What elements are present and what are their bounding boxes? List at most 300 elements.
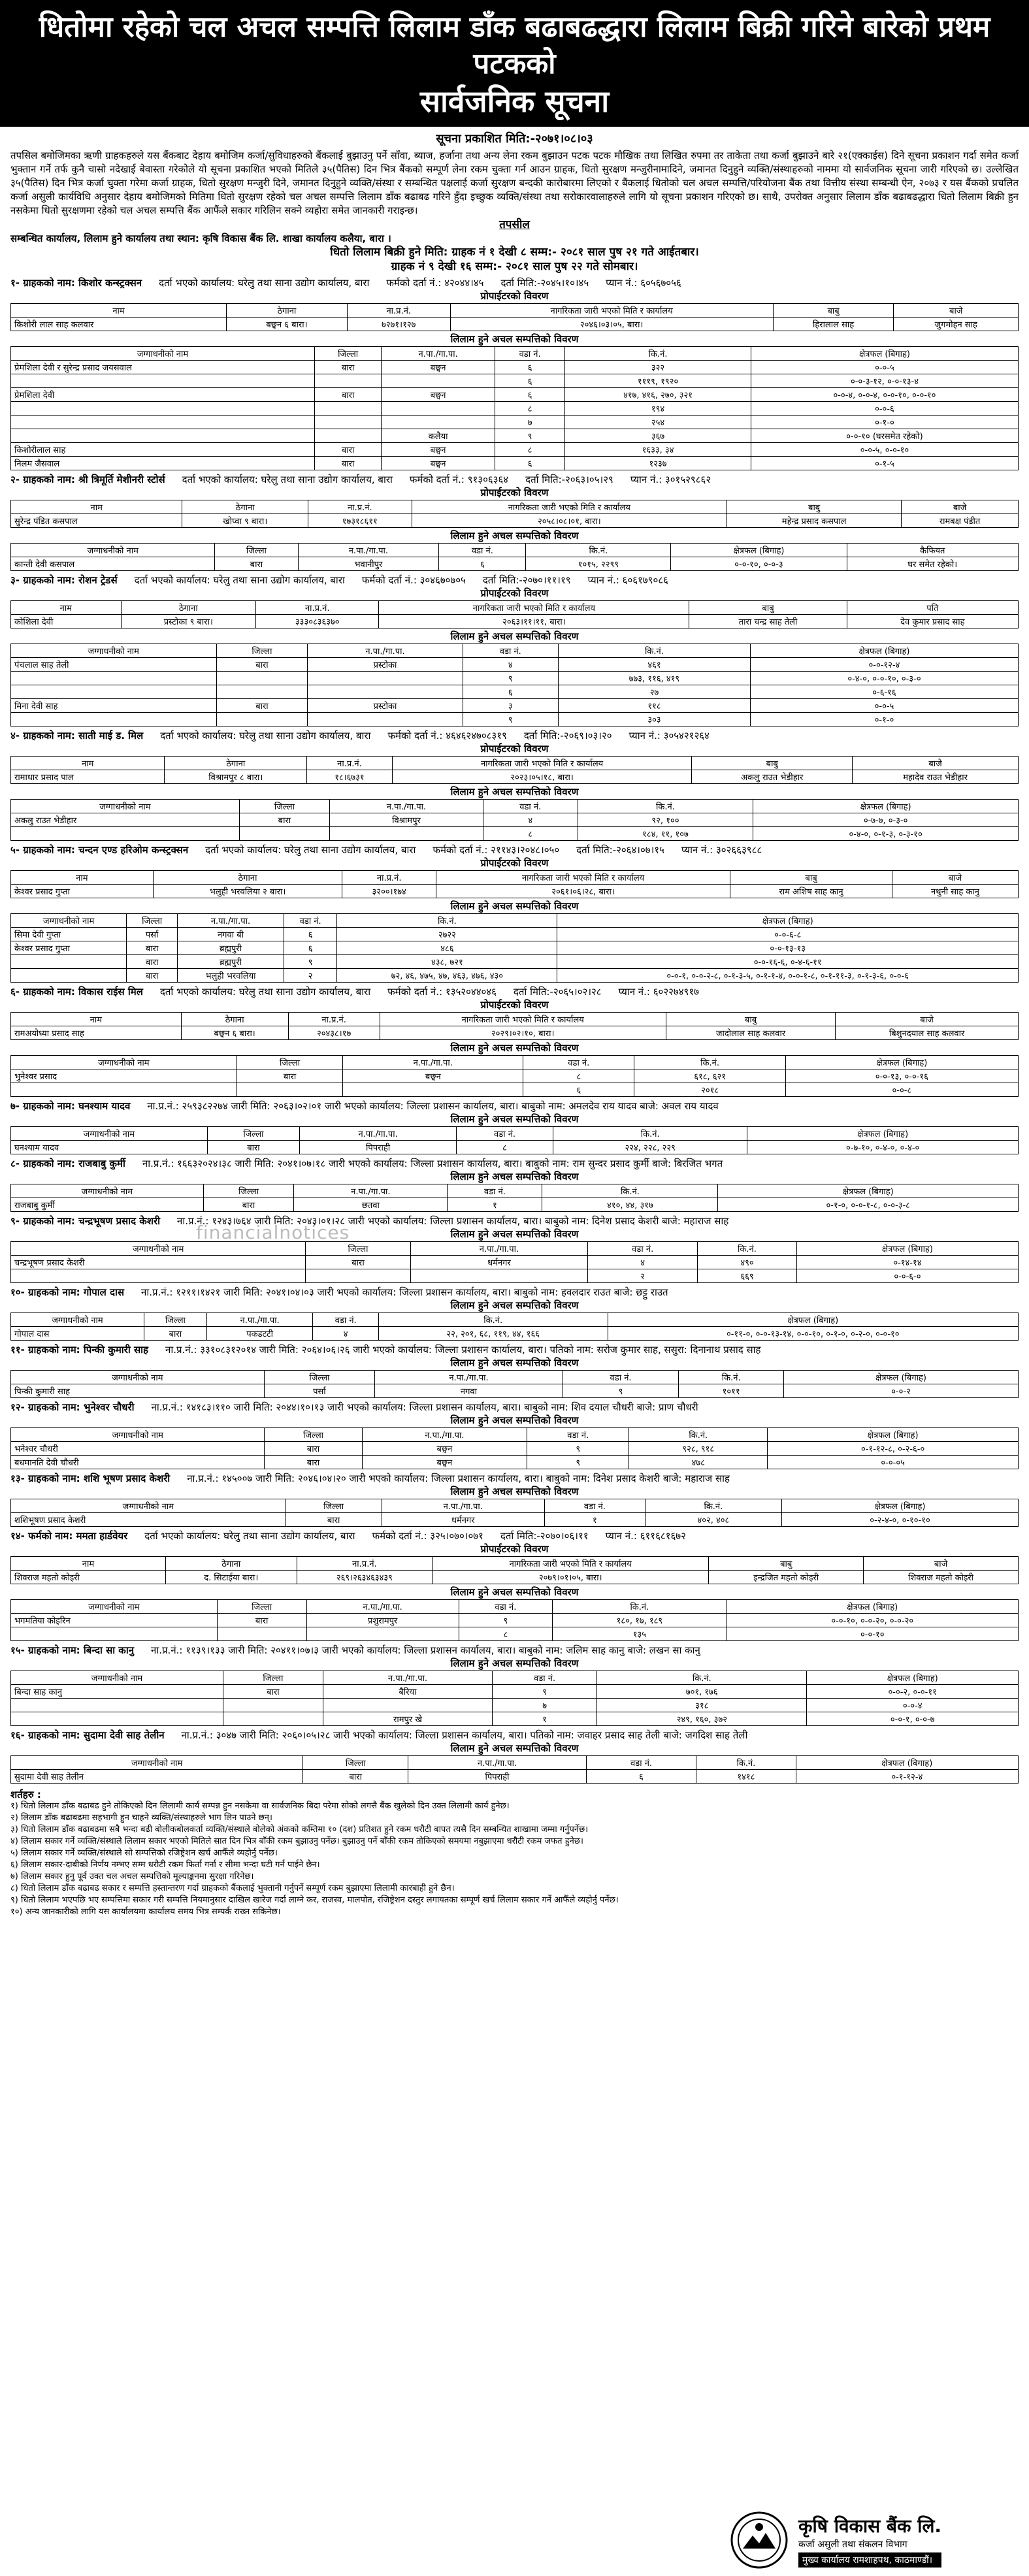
borrower-line bbox=[10, 1286, 1019, 1299]
table-cell: ३६७ bbox=[565, 429, 751, 443]
column-header: न.पा./गा.पा. bbox=[308, 644, 463, 658]
table-header-row bbox=[11, 544, 1019, 557]
borrower-block bbox=[10, 1644, 1019, 1726]
table-cell: बारा bbox=[144, 1327, 206, 1341]
proprietor-caption: प्रोपाईटरको विवरण bbox=[480, 587, 549, 599]
column-header: बाजे bbox=[864, 1557, 1019, 1571]
table-cell: ०-०-६ bbox=[751, 402, 1018, 416]
property-caption: लिलाम हुने अचल सम्पत्तिको विवरण bbox=[450, 333, 579, 345]
borrower-line bbox=[10, 1529, 1019, 1542]
table-cell: १ bbox=[448, 1198, 542, 1212]
table-cell: ७७३, ११६, ४१९ bbox=[559, 672, 751, 685]
borrower-name: १५- ग्राहकको नाम: बिन्दा सा कानु bbox=[10, 1644, 135, 1656]
bank-logo-icon bbox=[730, 2511, 789, 2569]
table-cell: ०-६-१६ bbox=[750, 685, 1018, 699]
column-header: वडा नं. bbox=[586, 1756, 696, 1770]
column-header: जग्गाधनीको नाम bbox=[11, 1499, 286, 1513]
column-header: न.पा./गा.पा. bbox=[410, 1242, 588, 1256]
table-cell: ०-०-१०, ०-०-३ bbox=[671, 557, 847, 571]
term-item: ९) धितो लिलाम भएपछि भए सम्पत्तिमा सकार गरी सम्पत्ति नियमानुसार दाखिल खारेज गर्दा लाग्ने कर, राजस्व, मालपोत, रजिष्ट्रेशन दस्तुर लगायतका सम्पूर्ण खर्च लिलाम सकार गर्ने आफैँले व्यहोर्नु पर्नेछ। bbox=[10, 1895, 619, 1905]
borrower-detail: दर्ता भएको कार्यालय: घरेलु तथा साना उद्योग कार्यालय, बारा bbox=[160, 730, 371, 742]
proprietor-caption: प्रोपाईटरको विवरण bbox=[480, 290, 549, 302]
table-cell: सुदामा देवी साह तेलीन bbox=[11, 1770, 303, 1784]
table-cell: ८ bbox=[523, 1069, 634, 1083]
table-cell: किशोरी लाल साह कलवार bbox=[11, 318, 227, 331]
table-cell: जुगमोहन साह bbox=[894, 318, 1019, 331]
table-cell: ९ bbox=[495, 429, 564, 443]
intro-paragraph: तपसिल बमोजिमका ऋणी ग्राहकहरुले यस बैंकबाट देहाय बमोजिम कर्जा/सुविधाहरुको बैंकलाई बुझाउनु पर्ने साँवा, ब्याज, हर्जाना तथा अन्य लेना रकम बुझाउन पटक पटक मौखिक तथा लिखित रुपमा तर ताकेता तथा कर्जा बुझाउने बारे २१(एक्काईस) दिने सूचना प्रकाशन गर्दा समेत कर्जा भुक्तान गर्ने तर्फ कुनै चासो नदेखाई बेवास्ता गरेकोले यो सूचना प्रकाशित भएको मितिले ३५(पैतिस) दिन भित्र बैंकको सम्पूर्ण लेना रकम चुक्ता गर्न आउन ग्राहक, धितो सुरक्षण मन्जुरीनामादिने, जमानत दिनुहुने व्यक्ति/संस्थाहरुको नाममा यो सार्वजनिक सूचना जारी गरिएको छ। उल्लेखित ३५(पैतिस) दिन भित्र कर्जा चुक्ता गरेमा कर्जा ग्राहक, धितो सुरक्षण मन्जुरी दिने, जमानत दिनुहुने व्यक्ति/संस्था र सम्बन्धित पक्षलाई कर्जा सुरक्षण बन्दकी कारोबारमा लिएको र बैंकलाई धितोको चल अचल सम्पत्ति/परियोजना बैंक तथा वित्तीय संस्था सम्बन्धी ऐन, २०७३ र यस बैंकको प्रचलित कर्जा असुली कार्यविधि अनुसार देहाय बमोजिमको मितिमा धितो सुरक्षण रहेको चल अचल सम्पत्ति लिलाम डाँक बढाबढ गरिने हुँदा इच्छुक व्यक्ति/संस्था तथा सरोकारवालाहरुले लागि यो सूचना प्रकाशन गरिएको छ। साथै, उपरोक्त अनुसार लिलाम डाँक बढाबढद्धारा धितो लिलाम बिक्री हुन नसकेमा धितो सुरक्षणमा रहेको चल अचल सम्पत्ति बैंक आफैंले सकार गरिलिन सक्ने व्यहोरा समेत जानकारी गराइन्छ। bbox=[10, 150, 1019, 216]
property-table bbox=[10, 1312, 1019, 1341]
table-cell: १८।६७३१ bbox=[307, 770, 393, 784]
table-cell: २०१८ bbox=[634, 1083, 785, 1097]
table-cell bbox=[330, 827, 483, 841]
table-cell: बछ्वन bbox=[382, 443, 495, 457]
table-cell: ६६९ bbox=[698, 1269, 797, 1283]
table-cell: बारा bbox=[216, 699, 308, 713]
property-caption: लिलाम हुने अचल सम्पत्तिको विवरण bbox=[450, 1299, 579, 1311]
proprietor-table bbox=[10, 600, 1019, 628]
table-cell: ३ bbox=[463, 699, 558, 713]
table-cell: ४९० bbox=[698, 1256, 797, 1269]
column-header: ठेगाना bbox=[121, 601, 255, 615]
table-cell: द. सिटाईया बारा। bbox=[165, 1571, 297, 1584]
table-cell bbox=[343, 1083, 523, 1097]
column-header: कि.नं. bbox=[698, 1242, 797, 1256]
property-table bbox=[10, 1370, 1019, 1398]
table-row bbox=[11, 928, 1019, 941]
table-cell: ०-७-७, ०-३-० bbox=[753, 813, 1019, 827]
borrower-detail: दर्ता भएको कार्यालय: घरेलु तथा साना उद्योग कार्यालय, बारा bbox=[205, 844, 416, 856]
table-header-row bbox=[11, 1184, 1019, 1198]
column-header: बाजे bbox=[892, 871, 1018, 885]
column-header: नागरिकता जारी भएको मिति र कार्यालय bbox=[450, 304, 773, 318]
table-cell: ६ bbox=[495, 388, 564, 402]
table-cell: बारा bbox=[203, 1198, 294, 1212]
column-header: जग्गाधनीको नाम bbox=[11, 1756, 303, 1770]
column-header: ना.प्र.नं. bbox=[342, 871, 436, 885]
table-row bbox=[11, 514, 1019, 528]
borrower-name: ६- ग्राहकको नाम: विकास राईस मिल bbox=[10, 986, 143, 998]
table-cell: बछ्वन bbox=[362, 1456, 527, 1469]
borrower-line bbox=[10, 1157, 1019, 1170]
table-header-row bbox=[11, 1557, 1019, 1571]
column-header: न.पा./गा.पा. bbox=[298, 544, 439, 557]
table-cell: विश्रामपुर ८ बारा। bbox=[165, 770, 307, 784]
proprietor-table bbox=[10, 1012, 1019, 1040]
column-header: वडा नं. bbox=[457, 1127, 553, 1141]
table-cell bbox=[11, 416, 315, 429]
table-cell: ०-१-१२-८, ०-२-६-० bbox=[768, 1442, 1019, 1456]
column-header: जग्गाधनीको नाम bbox=[11, 1600, 218, 1614]
borrower-detail: दर्ता भएको कार्यालय: घरेलु तथा साना उद्योग कार्यालय, बारा bbox=[182, 474, 393, 485]
column-header: कि.नं. bbox=[378, 1313, 608, 1327]
borrower-line bbox=[10, 985, 1019, 998]
table-cell bbox=[216, 713, 308, 726]
notice-subtitle: सार्वजनिक सूचना bbox=[419, 84, 610, 119]
borrower-line bbox=[10, 1100, 1019, 1113]
table-row bbox=[11, 388, 1019, 402]
auction-date-1: धितो लिलाम बिक्री हुने मिति: ग्राहक नं १ देखी ८ सम्म:- २०८१ साल पुष २१ गते आईतबार। bbox=[330, 246, 699, 259]
borrower-line bbox=[10, 843, 1019, 856]
table-cell: ६१८, ६२१ bbox=[634, 1069, 785, 1083]
column-header: ना.प्र.नं. bbox=[307, 757, 393, 770]
column-header: जिल्ला bbox=[215, 544, 298, 557]
column-header: जिल्ला bbox=[216, 644, 308, 658]
table-cell: ४३८, ७२१ bbox=[337, 955, 557, 969]
table-header-row bbox=[11, 1013, 1019, 1026]
column-header: कि.नं. bbox=[645, 1499, 781, 1513]
column-header: कि.नं. bbox=[679, 1371, 784, 1384]
column-header: क्षेत्रफल (बिगाह) bbox=[557, 914, 1019, 928]
table-cell: ६ bbox=[463, 685, 558, 699]
property-table bbox=[10, 913, 1019, 983]
table-cell: ४७८ bbox=[629, 1456, 768, 1469]
property-table bbox=[10, 1499, 1019, 1527]
table-cell: ब्रह्मपुरी bbox=[178, 955, 284, 969]
bank-name: कृषि विकास बैंक लि. bbox=[798, 2515, 942, 2537]
table-cell: ३१८ bbox=[597, 1699, 807, 1712]
term-item: १०) अन्य जानकारीको लागि यस कार्यालयमा कार्यालय समय भित्र सम्पर्क राख्न सकिनेछ। bbox=[10, 1907, 281, 1917]
column-header: जग्गाधनीको नाम bbox=[11, 1313, 144, 1327]
property-table bbox=[10, 1241, 1019, 1283]
borrower-block bbox=[10, 1729, 1019, 1784]
table-row bbox=[11, 658, 1019, 672]
property-caption: लिलाम हुने अचल सम्पत्तिको विवरण bbox=[450, 1042, 579, 1054]
table-cell: ८ bbox=[495, 402, 564, 416]
column-header: जग्गाधनीको नाम bbox=[11, 1184, 204, 1198]
table-row bbox=[11, 1256, 1019, 1269]
column-header: जग्गाधनीको नाम bbox=[11, 1056, 237, 1069]
column-header: जिल्ला bbox=[237, 1056, 343, 1069]
table-cell: ४ bbox=[483, 813, 578, 827]
table-cell: बधमानति देवी चौधरी bbox=[11, 1456, 265, 1469]
property-table bbox=[10, 1055, 1019, 1097]
notice-title: धितोमा रहेको चल अचल सम्पत्ति लिलाम डाँक बढाबढद्धारा लिलाम बिक्री गरिने बारेको प्रथम पटकको bbox=[39, 10, 990, 80]
table-cell: ब्रह्मपुरी bbox=[178, 941, 284, 955]
table-cell: बारा bbox=[127, 955, 178, 969]
property-caption: लिलाम हुने अचल सम्पत्तिको विवरण bbox=[450, 630, 579, 642]
table-cell: ९२८, ९१८ bbox=[629, 1442, 768, 1456]
column-header: कि.नं. bbox=[578, 800, 753, 813]
table-cell bbox=[410, 1269, 588, 1283]
table-row bbox=[11, 318, 1019, 331]
column-header: जग्गाधनीको नाम bbox=[11, 1127, 208, 1141]
table-cell bbox=[308, 685, 463, 699]
property-caption: लिलाम हुने अचल सम्पत्तिको विवरण bbox=[450, 786, 579, 798]
column-header: नाम bbox=[11, 304, 227, 318]
table-cell: पर्सा bbox=[264, 1384, 375, 1398]
bank-department: कर्जा असुली तथा संकलन विभाग bbox=[798, 2539, 907, 2550]
column-header: नागरिकता जारी भएको मिति र कार्यालय bbox=[412, 500, 727, 514]
term-item: ३) धितो लिलाम डाँक बढाबढमा सबै भन्दा बढी बोलीकबोलकर्ता व्यक्ति/संस्थाले बोलेको अंकको कम्तिमा १० (दश) प्रतिशत हुने रकम धरौटी बापत त्यसै दिन सम्बन्धित शाखामा जम्मा गर्नुपर्नेछ। bbox=[10, 1825, 589, 1834]
column-header: क्षेत्रफल (बिगाह) bbox=[768, 1428, 1019, 1442]
table-cell bbox=[11, 969, 127, 983]
table-cell: ०-४-०, ०-०-१०, ०-३-० bbox=[750, 672, 1018, 685]
column-header: न.पा./गा.पा. bbox=[382, 347, 495, 361]
borrower-detail: दर्ता भएको कार्यालय: घरेलु तथा साना उद्योग कार्यालय, बारा bbox=[159, 277, 370, 289]
column-header: वडा नं. bbox=[523, 1056, 634, 1069]
column-header: वडा नं. bbox=[483, 800, 578, 813]
table-row bbox=[11, 429, 1019, 443]
pan-number: प्यान नं.: ६०६१७९०८६ bbox=[587, 574, 668, 586]
table-cell: ४०२, ४०८ bbox=[645, 1513, 781, 1527]
table-cell: भलुही भरवलिया २ बारा। bbox=[153, 885, 342, 898]
table-cell: १७३१८६११ bbox=[308, 514, 412, 528]
column-header: जिल्ला bbox=[314, 347, 381, 361]
table-header-row bbox=[11, 1428, 1019, 1442]
column-header: नागरिकता जारी भएको मिति र कार्यालय bbox=[380, 1013, 666, 1026]
pan-number: प्यान नं.: ६११६८१६७२ bbox=[605, 1530, 686, 1542]
property-caption: लिलाम हुने अचल सम्पत्तिको विवरण bbox=[450, 1742, 579, 1754]
table-cell bbox=[11, 827, 240, 841]
column-header: क्षेत्रफल (बिगाह) bbox=[796, 1242, 1018, 1256]
column-header: कि.नं. bbox=[634, 1056, 785, 1069]
watermark: financialnotices bbox=[196, 1222, 350, 1243]
column-header: क्षेत्रफल (बिगाह) bbox=[753, 800, 1019, 813]
table-cell: ०-२-४-०, ०-१०-१० bbox=[781, 1513, 1018, 1527]
table-cell: बिन्दा साह कानु bbox=[11, 1685, 223, 1699]
table-cell: १०१५, २२९९ bbox=[526, 557, 671, 571]
table-cell: अकलु राउत भेडीहार bbox=[692, 770, 853, 784]
table-cell bbox=[237, 1083, 343, 1097]
borrower-block bbox=[10, 843, 1019, 983]
property-caption: लिलाम हुने अचल सम्पत्तिको विवरण bbox=[450, 1171, 579, 1182]
table-cell: भवानीपुर bbox=[298, 557, 439, 571]
table-row bbox=[11, 1327, 1019, 1341]
pan-number: प्यान नं.: ३०२६६३९८८ bbox=[681, 844, 762, 856]
column-header: कैफियत bbox=[847, 544, 1018, 557]
property-table bbox=[10, 644, 1019, 726]
table-cell: बारा bbox=[216, 658, 308, 672]
term-item: ८) धितो लिलाम डाँक बढाबढ सकार र सम्पत्ति हस्तान्तरण गर्दा ग्राहकको बैंकलाई भुक्तानी गर्नुपर्ने सम्पूर्ण रकम बुझाएमा लिलामी कारबाही हुने छैन। bbox=[10, 1883, 455, 1893]
borrower-block bbox=[10, 1286, 1019, 1341]
term-item: १) धितो लिलाम डाँक बढाबढ हुने तोकिएको दिन लिलामी कार्य सम्पन्न हुन नसकेमा वा सार्वजनिक बिदा परेमा सोको लगत्तै बैंक खुलेको दिन उक्त लिलामी कार्य हुनेछ। bbox=[10, 1801, 510, 1811]
registration-date: दर्ता मिति:-२०६९।०३।२० bbox=[523, 730, 612, 742]
terms-section bbox=[0, 1785, 1029, 1918]
auction-date-2: ग्राहक नं ९ देखी १६ सम्म:- २०८१ साल पुष २२ गते सोमबार। bbox=[391, 260, 638, 273]
borrower-name: ५- ग्राहकको नाम: चन्दन एण्ड हरिओम कन्स्ट्रक्सन bbox=[10, 844, 189, 856]
bank-block bbox=[798, 2513, 941, 2568]
proprietor-table bbox=[10, 870, 1019, 898]
table-cell: प्रस्टोका ९ बारा। bbox=[121, 615, 255, 628]
column-header: ना.प्र.नं. bbox=[256, 601, 379, 615]
firm-registration: फर्मको दर्ता नं.: ४२०४४।४५ bbox=[386, 277, 484, 289]
column-header: कि.नं. bbox=[629, 1428, 768, 1442]
table-cell bbox=[308, 713, 463, 726]
column-header: क्षेत्रफल (बिगाह) bbox=[747, 1127, 1019, 1141]
table-cell: बछ्वन bbox=[382, 361, 495, 374]
table-cell: ९ bbox=[527, 1442, 629, 1456]
table-cell bbox=[11, 1699, 223, 1712]
table-cell bbox=[323, 1699, 492, 1712]
property-caption: लिलाम हुने अचल सम्पत्तिको विवरण bbox=[450, 1586, 579, 1598]
firm-registration: फर्मको दर्ता नं.: ९१३०६३६४ bbox=[409, 474, 509, 485]
table-cell: २०६३।११।११, बारा। bbox=[379, 615, 689, 628]
borrower-name: ३- ग्राहकको नाम: रोशन ट्रेडर्स bbox=[10, 574, 118, 586]
table-row bbox=[11, 1141, 1019, 1154]
table-cell: ६ bbox=[495, 361, 564, 374]
table-cell: इन्द्रजित महतो कोइरी bbox=[709, 1571, 864, 1584]
proprietor-table bbox=[10, 303, 1019, 331]
proprietor-table bbox=[10, 500, 1019, 528]
table-header-row bbox=[11, 1127, 1019, 1141]
column-header: जिल्ला bbox=[207, 1127, 299, 1141]
table-cell: ६ bbox=[523, 1083, 634, 1097]
pan-number: प्यान नं.: ३०५४२१२६४ bbox=[629, 730, 710, 742]
table-cell: बारा bbox=[265, 1442, 362, 1456]
table-cell: ४ bbox=[588, 1256, 698, 1269]
borrower-block bbox=[10, 574, 1019, 726]
table-row bbox=[11, 1026, 1019, 1040]
table-cell: बारा bbox=[127, 969, 178, 983]
borrower-line bbox=[10, 1401, 1019, 1414]
borrower-detail: ना.प्र.नं.: १४५००७ जारी मिति: २०४६।०४।२० जारी भएको कार्यालय: जिल्ला प्रशासन कार्यालय, बारा। बाबुको नाम: दिनेश प्रसाद केशरी बाजे: महाराज साह bbox=[187, 1473, 730, 1484]
table-cell: अकलु राउत भेडीहार bbox=[11, 813, 240, 827]
table-cell bbox=[11, 1627, 218, 1641]
table-cell: भगमतिया कोइरिन bbox=[11, 1614, 218, 1627]
column-header: नागरिकता जारी भएको मिति र कार्यालय bbox=[436, 871, 730, 885]
table-cell: ०-१-० bbox=[750, 713, 1018, 726]
table-cell: २५४ bbox=[565, 416, 751, 429]
column-header: न.पा./गा.पा. bbox=[306, 1600, 459, 1614]
table-cell: ६ bbox=[586, 1770, 696, 1784]
column-header: कि.नं. bbox=[565, 347, 751, 361]
column-header: नागरिकता जारी भएको मिति र कार्यालय bbox=[433, 1557, 709, 1571]
column-header: नाम bbox=[11, 601, 122, 615]
borrower-detail: ना.प्र.नं.: ३०४७ जारी मिति: २०६०।०५।२८ जारी भएको कार्यालय: जिल्ला प्रशासन कार्यालय, बारा। पतिको नाम: जवाहर प्रसाद साह तेली बाजे: जगदिश साह तेली bbox=[181, 1729, 748, 1741]
column-header: न.पा./गा.पा. bbox=[206, 1313, 313, 1327]
registration-date: दर्ता मिति:-२०६३।०५।२९ bbox=[525, 474, 613, 485]
table-row bbox=[11, 1699, 1019, 1712]
table-cell: पिपराही bbox=[408, 1770, 587, 1784]
property-table bbox=[10, 1126, 1019, 1154]
borrower-block bbox=[10, 729, 1019, 841]
table-cell bbox=[11, 955, 127, 969]
table-cell bbox=[314, 429, 381, 443]
registration-date: दर्ता मिति:-२०४५।१०।४५ bbox=[500, 277, 589, 289]
property-caption: लिलाम हुने अचल सम्पत्तिको विवरण bbox=[450, 530, 579, 542]
proprietor-table bbox=[10, 1556, 1019, 1584]
table-row bbox=[11, 1513, 1019, 1527]
table-cell bbox=[314, 374, 381, 388]
table-cell: २०६१।०६।२८, बारा। bbox=[436, 885, 730, 898]
table-header-row bbox=[11, 347, 1019, 361]
column-header: जिल्ला bbox=[223, 1671, 323, 1685]
column-header: जिल्ला bbox=[264, 1371, 375, 1384]
table-cell: ३०३ bbox=[559, 713, 751, 726]
column-header: वडा नं. bbox=[448, 1184, 542, 1198]
column-header: क्षेत्रफल (बिगाह) bbox=[785, 1056, 1018, 1069]
column-header: बाजे bbox=[853, 757, 1019, 770]
table-cell bbox=[314, 402, 381, 416]
table-cell: ४८६ bbox=[337, 941, 557, 955]
table-cell: सुरेन्द्र पंडित कसपाल bbox=[11, 514, 182, 528]
table-cell: बारा bbox=[314, 388, 381, 402]
column-header: बाबु bbox=[773, 304, 894, 318]
table-row bbox=[11, 1198, 1019, 1212]
column-header: जिल्ला bbox=[303, 1756, 408, 1770]
column-header: न.पा./गा.पा. bbox=[300, 1127, 457, 1141]
table-cell: बछ्वन ६ बारा। bbox=[181, 1026, 288, 1040]
pan-number: प्यान नं.: ३०१५२९८६२ bbox=[630, 474, 711, 485]
proprietor-caption: प्रोपाईटरको विवरण bbox=[480, 1543, 549, 1555]
table-cell: नगवा bbox=[375, 1384, 563, 1398]
table-cell: ४१७, ४१६, २७०, ३२१ bbox=[565, 388, 751, 402]
table-cell: १८४, ११, १०७ bbox=[578, 827, 753, 841]
table-cell: बछ्वन bbox=[343, 1069, 523, 1083]
borrower-detail: ना.प्र.नं.: ११३९।१३३ जारी मिति: २०४११।०७।३ जारी भएको कार्यालय: जिल्ला प्रशासन कार्यालय, बारा। बाबुको नाम: जलिम साह कानु बाजे: लखन सा कानु bbox=[151, 1644, 700, 1656]
borrower-block bbox=[10, 1157, 1019, 1212]
table-cell: बछ्वन bbox=[382, 388, 495, 402]
table-cell: ७ bbox=[495, 416, 564, 429]
column-header: न.पा./गा.पा. bbox=[408, 1756, 587, 1770]
column-header: ठेगाना bbox=[153, 871, 342, 885]
table-row bbox=[11, 713, 1019, 726]
column-header: कि.नं. bbox=[542, 1184, 718, 1198]
table-cell: केश्वर प्रसाद गुप्ता bbox=[11, 941, 127, 955]
borrower-detail: ना.प्र.नं.: १२४३।७६४ जारी मिति: २०४३।०१।२८ जारी भएको कार्यालय: जिल्ला प्रशासन कार्यालय, बारा। बाबुको नाम: दिनेश प्रसाद केशरी बाजे: महाराज साह bbox=[177, 1215, 729, 1227]
table-row bbox=[11, 1685, 1019, 1699]
table-cell: १४१८ bbox=[696, 1770, 796, 1784]
table-cell bbox=[314, 416, 381, 429]
column-header: न.पा./गा.पा. bbox=[323, 1671, 492, 1685]
notice-header bbox=[0, 0, 1029, 127]
column-header: ठेगाना bbox=[181, 1013, 288, 1026]
table-cell: पकडटटी bbox=[206, 1327, 313, 1341]
table-cell: हिरालाल साह bbox=[773, 318, 894, 331]
borrower-line bbox=[10, 1472, 1019, 1485]
borrower-line bbox=[10, 729, 1019, 742]
property-caption: लिलाम हुने अचल सम्पत्तिको विवरण bbox=[450, 1113, 579, 1125]
column-header: क्षेत्रफल (बिगाह) bbox=[727, 1600, 1018, 1614]
table-cell bbox=[306, 1269, 410, 1283]
table-cell bbox=[223, 1712, 323, 1726]
table-cell: ०-१-० bbox=[751, 416, 1018, 429]
table-cell: ०-०-४, ०-०-४, ०-०-१०, ०-०-१० bbox=[751, 388, 1018, 402]
proprietor-caption: प्रोपाईटरको विवरण bbox=[480, 857, 549, 869]
property-caption: लिलाम हुने अचल सम्पत्तिको विवरण bbox=[450, 1486, 579, 1497]
table-row bbox=[11, 1456, 1019, 1469]
table-cell bbox=[11, 429, 315, 443]
table-cell: ०-१४-१४ bbox=[796, 1256, 1018, 1269]
table-header-row bbox=[11, 1056, 1019, 1069]
table-cell: देव कुमार प्रसाद साह bbox=[847, 615, 1018, 628]
table-cell: बारा bbox=[314, 361, 381, 374]
table-row bbox=[11, 827, 1019, 841]
table-header-row bbox=[11, 1499, 1019, 1513]
column-header: ठेगाना bbox=[165, 757, 307, 770]
column-header: न.पा./गा.पा. bbox=[362, 1428, 527, 1442]
firm-registration: फर्मको दर्ता नं.: ३०४६७०७०५ bbox=[361, 574, 466, 586]
table-cell: ९ bbox=[284, 955, 336, 969]
borrower-block bbox=[10, 1343, 1019, 1398]
borrower-name: १- ग्राहकको नाम: किशोर कन्स्ट्रक्सन bbox=[10, 277, 142, 289]
table-cell: ०-०-१, ०-०-२-८, ०-१-३-५, ०-१-१-४, ०-०-१-८, ०-१-११-३, ०-१-३-६, ०-०-६ bbox=[557, 969, 1019, 983]
pan-number: प्यान नं.: ६०२२७४९१७ bbox=[618, 986, 699, 998]
table-cell: प्रेमशिला देवी bbox=[11, 388, 315, 402]
table-row bbox=[11, 885, 1019, 898]
column-header: बाजे bbox=[894, 304, 1019, 318]
table-cell: रामबक्ष पंडीत bbox=[902, 514, 1019, 528]
table-cell: ०-०-१३-१३ bbox=[557, 941, 1019, 955]
table-cell: राजबाबु कुर्मी bbox=[11, 1198, 204, 1212]
table-cell: बारा bbox=[239, 813, 329, 827]
column-header: वडा नं. bbox=[527, 1428, 629, 1442]
column-header: बाबु bbox=[692, 757, 853, 770]
table-cell: राम अशिष साह कानु bbox=[730, 885, 892, 898]
column-header: वडा नं. bbox=[313, 1313, 378, 1327]
table-cell: ०-०-८ bbox=[785, 1083, 1018, 1097]
